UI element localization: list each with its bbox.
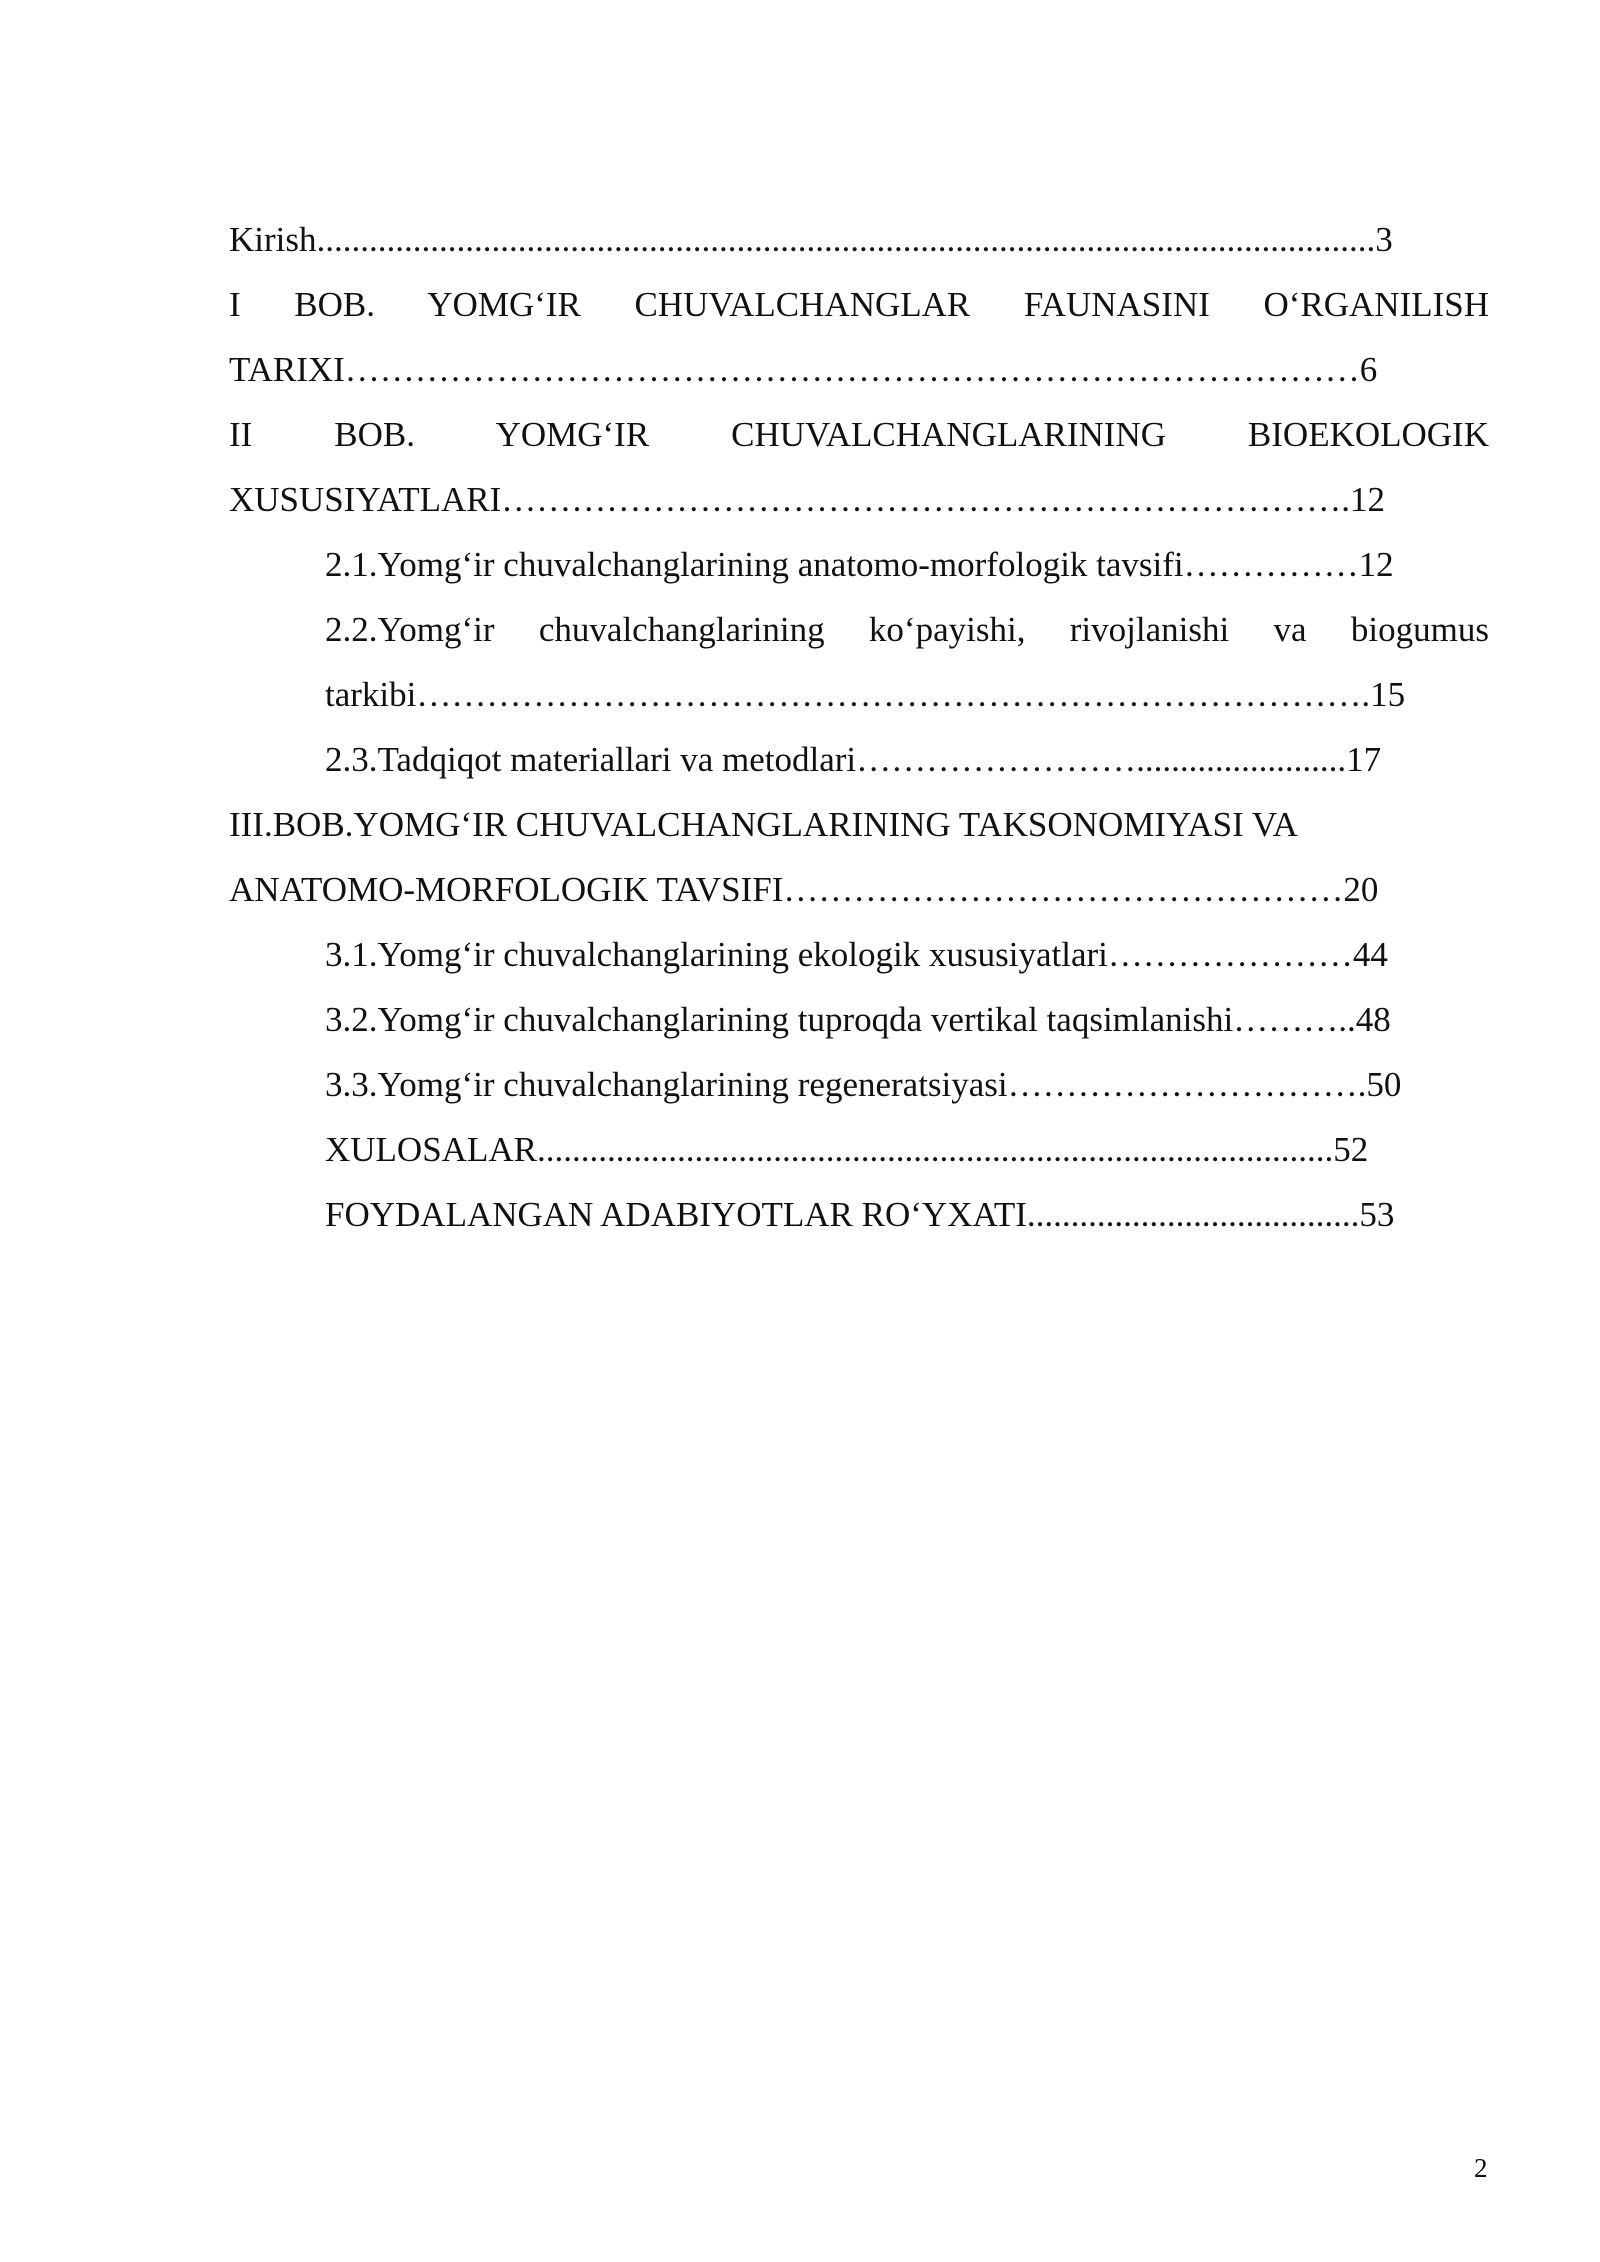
toc-entry-section-2-3: 2.3.Tadqiqot materiallari va metodlari……………………........................17	[325, 740, 1382, 779]
table-of-contents	[229, 207, 1489, 1247]
toc-entry-section-3-1: 3.1.Yomg‘ir chuvalchanglarining ekologik xususiyatlari…………………44	[325, 935, 1388, 974]
toc-entry-chapter-3-title: III.BOB.YOMG‘IR CHUVALCHANGLARINING TAKSONOMIYASI VA	[229, 805, 1298, 844]
toc-entry-chapter-3-continued: ANATOMO-MORFOLOGIK TAVSIFI…………………………………………20	[229, 870, 1379, 909]
toc-entry-section-3-2: 3.2.Yomg‘ir chuvalchanglarining tuproqda vertikal taqsimlanishi………..48	[325, 1000, 1391, 1039]
toc-entry-chapter-2-title: II BOB. YOMG‘IR CHUVALCHANGLARINING BIOEKOLOGIK	[229, 415, 1489, 454]
toc-entry-chapter-1-continued: TARIXI……………………………………………………………………………6	[229, 350, 1378, 389]
toc-entry-section-2-2: 2.2.Yomg‘ir chuvalchanglarining ko‘payishi, rivojlanishi va biogumus	[325, 610, 1489, 649]
toc-entry-kirish: Kirish.........................................................................................................................3	[229, 220, 1393, 259]
toc-entry-chapter-2-continued: XUSUSIYATLARI……………………………………………………………….12	[229, 480, 1385, 519]
toc-entry-chapter-1-title: I BOB. YOMG‘IR CHUVALCHANGLAR FAUNASINI O‘RGANILISH	[229, 285, 1489, 324]
toc-entry-xulosalar: XULOSALAR...........................................................................................52	[325, 1130, 1369, 1169]
toc-entry-section-2-1: 2.1.Yomg‘ir chuvalchanglarining anatomo-morfologik tavsifi……………12	[325, 545, 1394, 584]
toc-entry-adabiyotlar: FOYDALANGAN ADABIYOTLAR RO‘YXATI......................................53	[325, 1195, 1395, 1234]
toc-entry-section-2-2-continued: tarkibi……………………………………………………………………….15	[325, 675, 1406, 714]
page-number: 2	[1474, 2153, 1488, 2183]
toc-entry-section-3-3: 3.3.Yomg‘ir chuvalchanglarining regeneratsiyasi………………………….50	[325, 1065, 1402, 1104]
